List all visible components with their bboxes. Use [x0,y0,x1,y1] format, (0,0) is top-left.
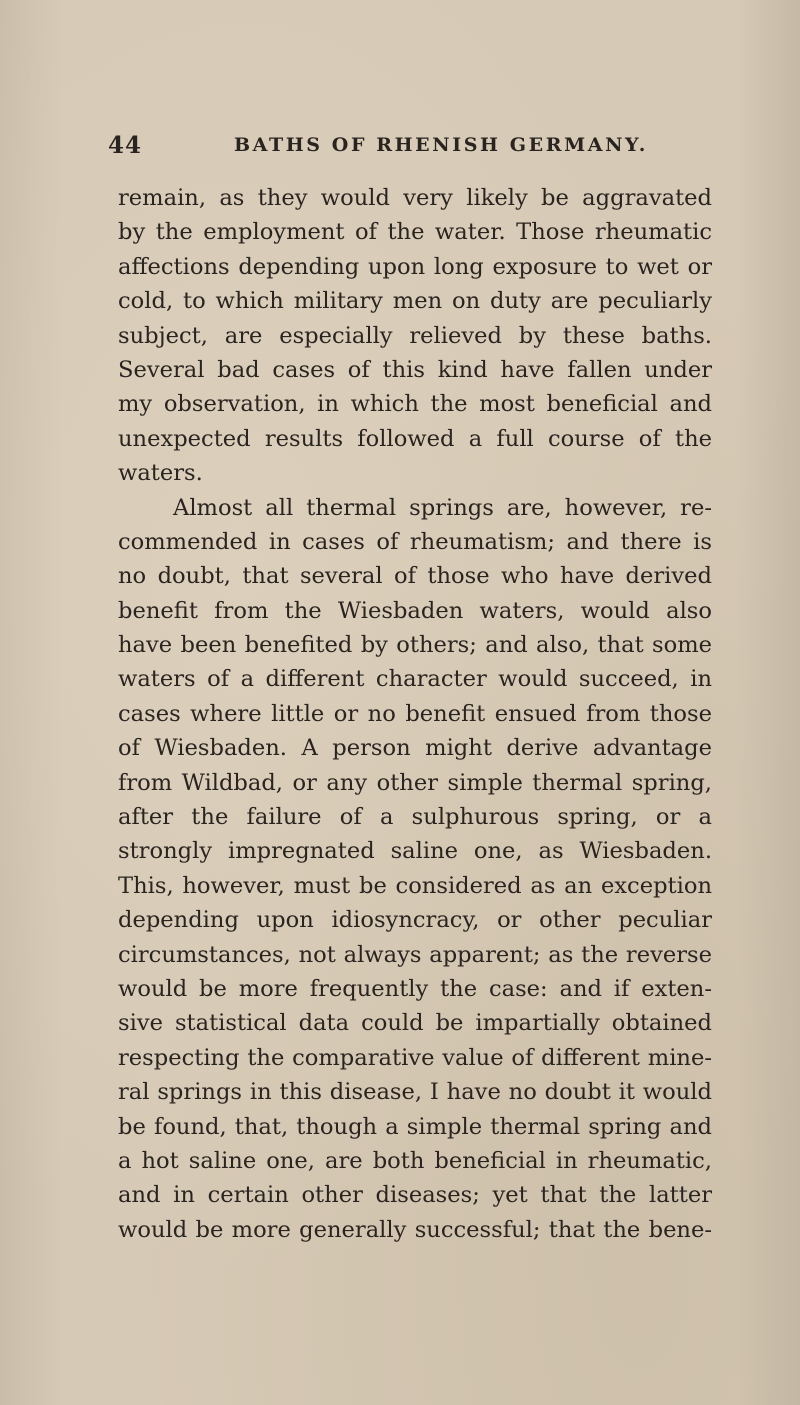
page-header [108,132,708,164]
text-line: subject, are especially relieved by these baths. [118,322,712,349]
text-line: unexpected results followed a full course of the [118,425,712,452]
text-line: after the failure of a sulphurous spring, or a [118,804,712,831]
text-line: This, however, must be considered as an exception [118,872,712,899]
text-line: have been benefited by others; and also, that some [118,632,712,659]
text-line: my observation, in which the most beneficial and [118,391,712,418]
text-line: depending upon idiosyncracy, or other peculiar [118,907,712,934]
text-line: cases where little or no benefit ensued from those [118,700,712,727]
text-line: no doubt, that several of those who have derived [118,563,712,590]
text-line: Several bad cases of this kind have fallen under [118,356,712,383]
text-line: waters of a different character would succeed, in [118,666,712,693]
text-line: circumstances, not always apparent; as the reverse [118,941,712,968]
text-line: sive statistical data could be impartially obtained [118,1010,712,1037]
text-line: cold, to which military men on duty are peculiarly [118,288,712,315]
text-line: by the employment of the water. Those rheumatic [118,219,712,246]
text-line: of Wiesbaden. A person might derive advantage [118,735,712,762]
running-title: BATHS OF RHENISH GERMANY. [234,134,648,156]
text-line: affections depending upon long exposure to wet or [118,253,712,280]
text-line: ral springs in this disease, I have no doubt it would [118,1079,712,1106]
body-text [118,181,712,1247]
text-line: a hot saline one, are both beneficial in rheumatic, [118,1147,712,1174]
text-line: commended in cases of rheumatism; and there is [118,528,712,555]
text-line: respecting the comparative value of different mine- [118,1044,712,1071]
text-line: remain, as they would very likely be aggravated [118,185,712,211]
paragraph-end-line: waters. [118,460,203,487]
paragraph-start-line: Almost all thermal springs are, however, re- [173,494,712,521]
page-number: 44 [108,132,143,159]
text-line: would be more frequently the case: and if exten- [118,975,712,1002]
text-line: be found, that, though a simple thermal spring and [118,1113,712,1140]
text-line: strongly impregnated saline one, as Wiesbaden. [118,838,712,865]
text-line: benefit from the Wiesbaden waters, would also [118,597,712,624]
text-line: and in certain other diseases; yet that the latter [118,1182,712,1209]
text-line: would be more generally successful; that the bene- [118,1216,712,1243]
text-line: from Wildbad, or any other simple thermal spring, [118,769,712,796]
